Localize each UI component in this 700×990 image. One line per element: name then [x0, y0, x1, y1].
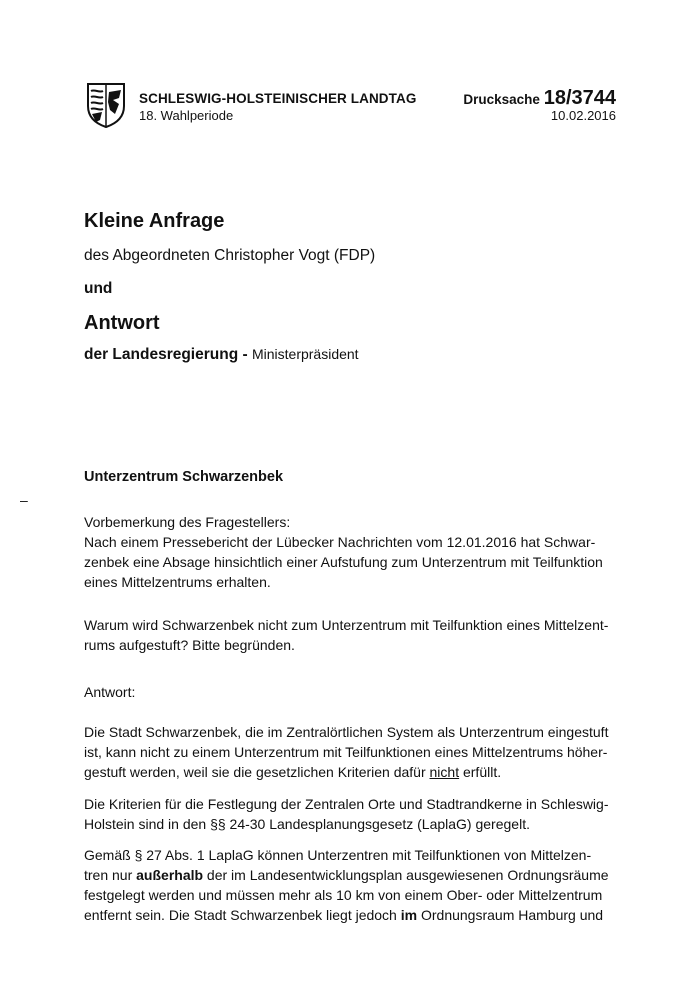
vorbemerkung — [84, 512, 619, 592]
drucksache-label: Drucksache — [463, 92, 540, 107]
margin-mark: – — [20, 492, 28, 508]
vorbemerkung-line: Nach einem Pressebericht der Lübecker Nachrichten vom 12.01.2016 hat Schwar- — [84, 534, 596, 550]
bold-im: im — [400, 907, 418, 923]
answer-line: festgelegt werden und müssen mehr als 10 km von einem Ober- oder Mittelzentrum — [84, 887, 603, 903]
answer-text: gestuft werden, weil sie die gesetzlichen Kriterien dafür — [84, 764, 430, 780]
question-line: Warum wird Schwarzenbek nicht zum Unterzentrum mit Teilfunktion eines Mittelzent- — [84, 617, 609, 633]
vorbemerkung-line: eines Mittelzentrums erhalten. — [84, 574, 271, 590]
answer-line — [84, 865, 619, 885]
document-date: 10.02.2016 — [550, 108, 616, 123]
vorbemerkung-line: zenbek eine Absage hinsichtlich einer Aufstufung zum Unterzentrum mit Teilfunktion — [84, 554, 603, 570]
respondent-line — [84, 346, 359, 364]
drucksache-number: 18/3744 — [543, 87, 616, 109]
question — [84, 615, 619, 655]
answer-text: der im Landesentwicklungsplan ausgewiesenen Ordnungsräume — [203, 867, 609, 883]
heading-kleine-anfrage: Kleine Anfrage — [84, 210, 225, 232]
answer-line: Die Kriterien für die Festlegung der Zentralen Orte und Stadtrandkerne in Schleswig- — [84, 796, 609, 812]
landesregierung-label: der Landesregierung - — [84, 346, 248, 363]
underlined-nicht: nicht — [429, 764, 460, 780]
answer-text: Ordnungsraum Hamburg und — [417, 907, 604, 923]
bold-ausserhalb: außerhalb — [136, 867, 204, 883]
drucksache — [463, 87, 616, 110]
answer-line: ist, kann nicht zu einem Unterzentrum mit Teilfunktionen eines Mittelzentrums höher- — [84, 744, 608, 760]
parliament-name: SCHLESWIG-HOLSTEINISCHER LANDTAG — [139, 91, 417, 106]
question-line: rums aufgestuft? Bitte begründen. — [84, 637, 295, 653]
answer-paragraph-1 — [84, 722, 619, 782]
legislative-period: 18. Wahlperiode — [139, 108, 234, 123]
subject-title: Unterzentrum Schwarzenbek — [84, 469, 284, 485]
answer-line — [84, 762, 619, 782]
antwort-label: Antwort: — [84, 684, 136, 700]
answer-text: erfüllt. — [459, 764, 502, 780]
heading-antwort: Antwort — [84, 312, 160, 334]
und-line: und — [84, 280, 113, 297]
answer-line — [84, 905, 619, 925]
answer-paragraph-2 — [84, 794, 619, 834]
author-line: des Abgeordneten Christopher Vogt (FDP) — [84, 247, 376, 264]
answer-paragraph-3 — [84, 845, 619, 925]
ministry-name: Ministerpräsident — [251, 346, 359, 362]
answer-line: Gemäß § 27 Abs. 1 LaplaG können Unterzentren mit Teilfunktionen von Mittelzen- — [84, 847, 592, 863]
answer-text: tren nur — [84, 867, 137, 883]
coat-of-arms-icon — [86, 82, 126, 128]
vorbemerkung-label: Vorbemerkung des Fragestellers: — [84, 514, 291, 530]
answer-line: Holstein sind in den §§ 24-30 Landesplanungsgesetz (LaplaG) geregelt. — [84, 816, 530, 832]
answer-text: entfernt sein. Die Stadt Schwarzenbek liegt jedoch — [84, 907, 401, 923]
answer-line: Die Stadt Schwarzenbek, die im Zentralörtlichen System als Unterzentrum eingestuft — [84, 724, 609, 740]
